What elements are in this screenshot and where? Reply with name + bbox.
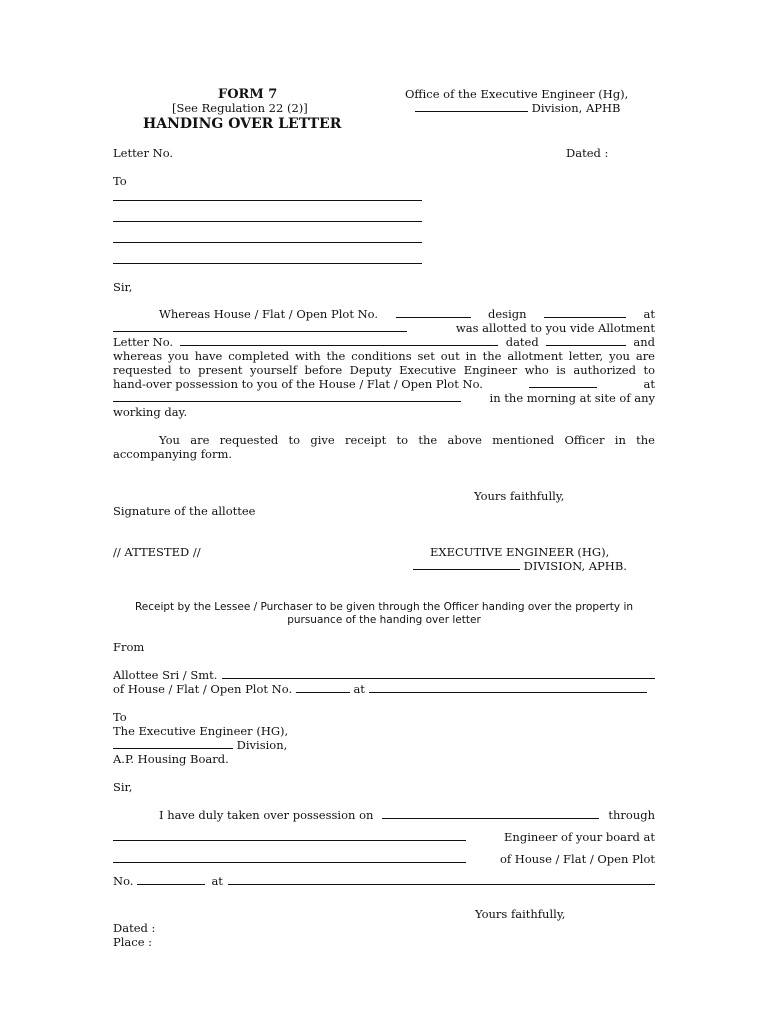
engineer-division-label: DIVISION, APHB. [523,559,627,573]
blank-possession-plot-no[interactable] [137,874,205,885]
receipt-text: No. [113,874,134,888]
para1-line7 [113,391,655,405]
receipt-text: I have duly taken over possession on [159,808,374,822]
form-number: FORM 7 [218,87,278,102]
blank-possession-date[interactable] [382,808,599,819]
para1-text: design [488,307,527,321]
blank-engineer-division[interactable] [413,559,520,570]
blank-board-location[interactable] [113,852,466,863]
para1-line2 [113,321,655,335]
closing: Yours faithfully, [474,489,565,503]
address-line-1[interactable] [113,200,422,201]
blank-allotment-date[interactable] [546,335,626,346]
blank-possession-location[interactable] [228,874,655,885]
para1-line3 [113,335,655,349]
engineer-designation: EXECUTIVE ENGINEER (HG), [430,545,610,559]
para1-line6 [113,377,655,391]
allottee-signature-label: Signature of the allottee [113,504,256,518]
blank-receipt-location[interactable] [369,682,647,693]
address-line-4[interactable] [113,263,422,264]
receipt-para-line4 [113,874,655,888]
para1-text: in the morning at site of any [489,391,655,405]
receipt-salutation: Sir, [113,780,133,794]
address-line-2[interactable] [113,221,422,222]
para1-text: Whereas House / Flat / Open Plot No. [159,307,379,321]
salutation: Sir, [113,280,133,294]
receipt-house-line [113,682,647,696]
from-label: From [113,640,145,654]
document-title: HANDING OVER LETTER [143,116,342,132]
receipt-addressee-2 [113,738,287,752]
receipt-para-line3 [113,852,655,866]
receipt-place-label: Place : [113,935,153,949]
receipt-addressee-3: A.P. Housing Board. [113,752,229,766]
receipt-para-line1 [113,808,655,822]
receipt-heading-2: pursuance of the handing over letter [287,614,481,626]
para1-text: was allotted to you vide Allotment [455,321,655,335]
allottee-label: Allottee Sri / Smt. [113,668,218,682]
receipt-dated-label: Dated : [113,921,156,935]
blank-receipt-division[interactable] [113,738,233,749]
engineer-division-line [413,559,627,573]
receipt-to-label: To [113,710,127,724]
blank-plot-no[interactable] [396,307,471,318]
receipt-at-label: at [353,682,365,696]
attested-label: // ATTESTED // [113,545,201,559]
address-line-3[interactable] [113,242,422,243]
para1-line8: working day. [113,405,188,419]
receipt-addressee-1: The Executive Engineer (HG), [113,724,289,738]
para1-text: at [643,307,655,321]
receipt-text: through [608,808,655,822]
blank-allotment-letter-no[interactable] [180,335,498,346]
receipt-text: at [211,874,223,888]
blank-location[interactable] [113,321,407,332]
para1-text: dated [505,335,539,349]
para2-line2: accompanying form. [113,447,233,461]
para1-text: at [643,377,655,391]
blank-handover-location[interactable] [113,391,461,402]
office-line-2 [415,101,620,115]
receipt-heading-1: Receipt by the Lessee / Purchaser to be given through the Officer handing over the property in [134,601,634,613]
para1-text: hand-over possession to you of the House / Flat / Open Plot No. [113,377,483,391]
allottee-line [113,668,655,682]
receipt-closing: Yours faithfully, [475,907,566,921]
division-label: Division, APHB [531,101,621,115]
receipt-house-label: of House / Flat / Open Plot No. [113,682,293,696]
para1-text: and [633,335,655,349]
blank-design[interactable] [544,307,626,318]
blank-division[interactable] [415,101,528,112]
office-line-1: Office of the Executive Engineer (Hg), [405,87,629,101]
receipt-division-label: Division, [236,738,288,752]
receipt-text: of House / Flat / Open Plot [499,852,655,866]
to-label: To [113,174,127,188]
para1-text: Letter No. [113,335,174,349]
para2-line1: You are requested to give receipt to the above mentioned Officer in the [159,433,655,447]
dated-label: Dated : [566,146,609,160]
para1-line1 [113,307,655,321]
receipt-text: Engineer of your board at [504,830,655,844]
blank-allottee-name[interactable] [222,668,655,679]
receipt-para-line2 [113,830,655,844]
blank-handover-plot-no[interactable] [529,377,597,388]
para1-line4: whereas you have completed with the conditions set out in the allotment letter, you are [113,349,655,363]
para1-line5: requested to present yourself before Deputy Executive Engineer who is authorized to [113,363,655,377]
blank-receipt-plot-no[interactable] [296,682,350,693]
letter-number-label: Letter No. [113,146,174,160]
blank-engineer-name[interactable] [113,830,466,841]
regulation-reference: [See Regulation 22 (2)] [172,101,308,115]
